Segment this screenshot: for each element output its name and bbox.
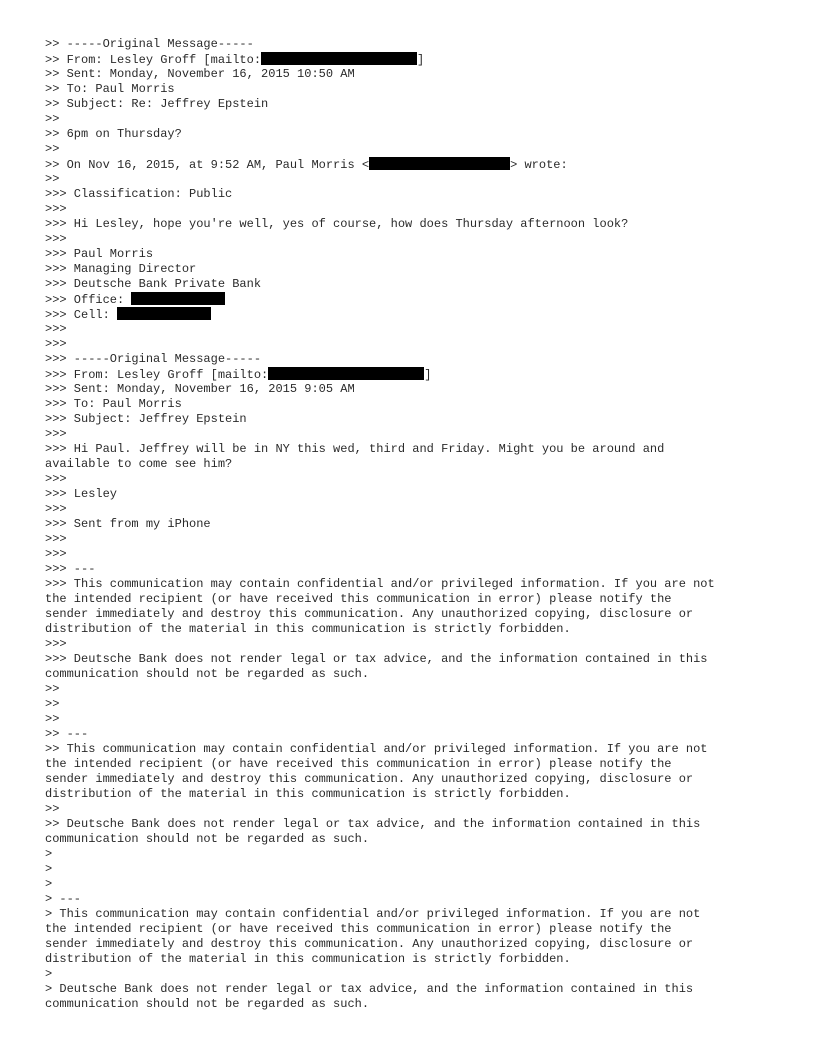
text-line [45,187,790,202]
text-line [45,997,790,1012]
text-line [45,757,790,772]
text-line [45,232,790,247]
text-line [45,907,790,922]
line-text: communication should not be regarded as such. [45,832,370,846]
text-line [45,97,790,112]
line-text: communication should not be regarded as such. [45,667,370,681]
text-line [45,892,790,907]
line-text: >> --- [45,727,89,741]
text-line [45,712,790,727]
line-text: >> [45,112,60,126]
text-line [45,217,790,232]
line-text: >>> -----Original Message----- [45,352,262,366]
text-line [45,457,790,472]
text-line [45,952,790,967]
text-line [45,442,790,457]
text-line [45,517,790,532]
text-line [45,337,790,352]
text-line [45,547,790,562]
redaction-bar [117,307,211,320]
line-text: >> -----Original Message----- [45,37,254,51]
line-text: > --- [45,892,82,906]
text-line [45,592,790,607]
line-text: >>> Office: [45,293,132,307]
line-text: >>> Classification: Public [45,187,233,201]
line-text: >>> Deutsche Bank Private Bank [45,277,262,291]
line-text: sender immediately and destroy this communication. Any unauthorized copying, disclosure or [45,937,694,951]
text-line [45,967,790,982]
text-line [45,82,790,97]
text-line [45,142,790,157]
text-line [45,367,790,382]
line-text: > Deutsche Bank does not render legal or tax advice, and the information contained in this [45,982,694,996]
text-line [45,667,790,682]
text-line [45,37,790,52]
text-line [45,742,790,757]
line-text: >> [45,172,60,186]
line-text: the intended recipient (or have received this communication in error) please notify the [45,592,672,606]
line-text: >>> [45,532,67,546]
email-thread [45,37,790,1012]
text-line [45,412,790,427]
line-text: >> To: Paul Morris [45,82,175,96]
line-text: >>> Deutsche Bank does not render legal or tax advice, and the information contained in this [45,652,708,666]
text-line [45,157,790,172]
line-text: ] [424,368,432,382]
text-line [45,67,790,82]
line-text: >> 6pm on Thursday? [45,127,182,141]
line-text: >> [45,142,60,156]
line-text: >>> --- [45,562,96,576]
line-text: >>> Sent from my iPhone [45,517,211,531]
text-line [45,202,790,217]
text-line [45,322,790,337]
line-text: >> [45,697,60,711]
line-text: >>> [45,232,67,246]
line-text: distribution of the material in this communication is strictly forbidden. [45,787,571,801]
text-line [45,682,790,697]
text-line [45,487,790,502]
line-text: >>> [45,427,67,441]
text-line [45,562,790,577]
text-line [45,247,790,262]
line-text: >>> [45,637,67,651]
text-line [45,472,790,487]
line-text: >> Sent: Monday, November 16, 2015 10:50 AM [45,67,355,81]
line-text: >>> [45,202,67,216]
line-text: distribution of the material in this communication is strictly forbidden. [45,952,571,966]
text-line [45,637,790,652]
text-line [45,307,790,322]
line-text: >>> Sent: Monday, November 16, 2015 9:05 AM [45,382,355,396]
text-line [45,352,790,367]
line-text: >> Deutsche Bank does not render legal or tax advice, and the information contained in this [45,817,701,831]
line-text: > This communication may contain confidential and/or privileged information. If you are not [45,907,701,921]
redaction-bar [369,157,510,170]
line-text: >> This communication may contain confidential and/or privileged information. If you are not [45,742,708,756]
text-line [45,382,790,397]
text-line [45,622,790,637]
line-text: sender immediately and destroy this communication. Any unauthorized copying, disclosure or [45,772,694,786]
text-line [45,502,790,517]
text-line [45,817,790,832]
redaction-bar [131,292,225,305]
text-line [45,427,790,442]
text-line [45,607,790,622]
line-text: >> [45,712,60,726]
line-text: >> [45,682,60,696]
text-line [45,727,790,742]
line-text: >>> Hi Paul. Jeffrey will be in NY this wed, third and Friday. Might you be around and [45,442,665,456]
line-text: >> On Nov 16, 2015, at 9:52 AM, Paul Morris < [45,158,370,172]
redaction-bar [268,367,424,380]
text-line [45,877,790,892]
redaction-bar [261,52,417,65]
text-line [45,937,790,952]
text-line [45,577,790,592]
line-text: >>> [45,547,67,561]
text-line [45,787,790,802]
text-line [45,52,790,67]
line-text: > [45,967,53,981]
line-text: the intended recipient (or have received this communication in error) please notify the [45,757,672,771]
line-text: available to come see him? [45,457,233,471]
text-line [45,847,790,862]
line-text: >>> Lesley [45,487,118,501]
line-text: >>> Cell: [45,308,118,322]
text-line [45,397,790,412]
text-line [45,802,790,817]
line-text: > wrote: [510,158,568,172]
line-text: sender immediately and destroy this communication. Any unauthorized copying, disclosure or [45,607,694,621]
text-line [45,697,790,712]
text-line [45,982,790,997]
line-text: >>> [45,472,67,486]
line-text: >>> [45,337,67,351]
text-line [45,832,790,847]
line-text: >>> [45,322,67,336]
text-line [45,532,790,547]
line-text: the intended recipient (or have received this communication in error) please notify the [45,922,672,936]
text-line [45,292,790,307]
line-text: >>> From: Lesley Groff [mailto: [45,368,269,382]
text-line [45,277,790,292]
line-text: >> Subject: Re: Jeffrey Epstein [45,97,269,111]
line-text: > [45,862,53,876]
line-text: >>> Paul Morris [45,247,154,261]
text-line [45,922,790,937]
text-line [45,772,790,787]
line-text: >>> [45,502,67,516]
line-text: >>> Hi Lesley, hope you're well, yes of course, how does Thursday afternoon look? [45,217,629,231]
text-line [45,127,790,142]
line-text: >>> This communication may contain confidential and/or privileged information. If you are not [45,577,715,591]
line-text: communication should not be regarded as such. [45,997,370,1011]
text-line [45,652,790,667]
text-line [45,862,790,877]
line-text: >>> Subject: Jeffrey Epstein [45,412,247,426]
text-line [45,262,790,277]
line-text: > [45,877,53,891]
line-text: > [45,847,53,861]
text-line [45,112,790,127]
line-text: >> From: Lesley Groff [mailto: [45,53,262,67]
line-text: ] [417,53,425,67]
line-text: >>> Managing Director [45,262,197,276]
line-text: >>> To: Paul Morris [45,397,182,411]
line-text: distribution of the material in this communication is strictly forbidden. [45,622,571,636]
line-text: >> [45,802,60,816]
text-line [45,172,790,187]
